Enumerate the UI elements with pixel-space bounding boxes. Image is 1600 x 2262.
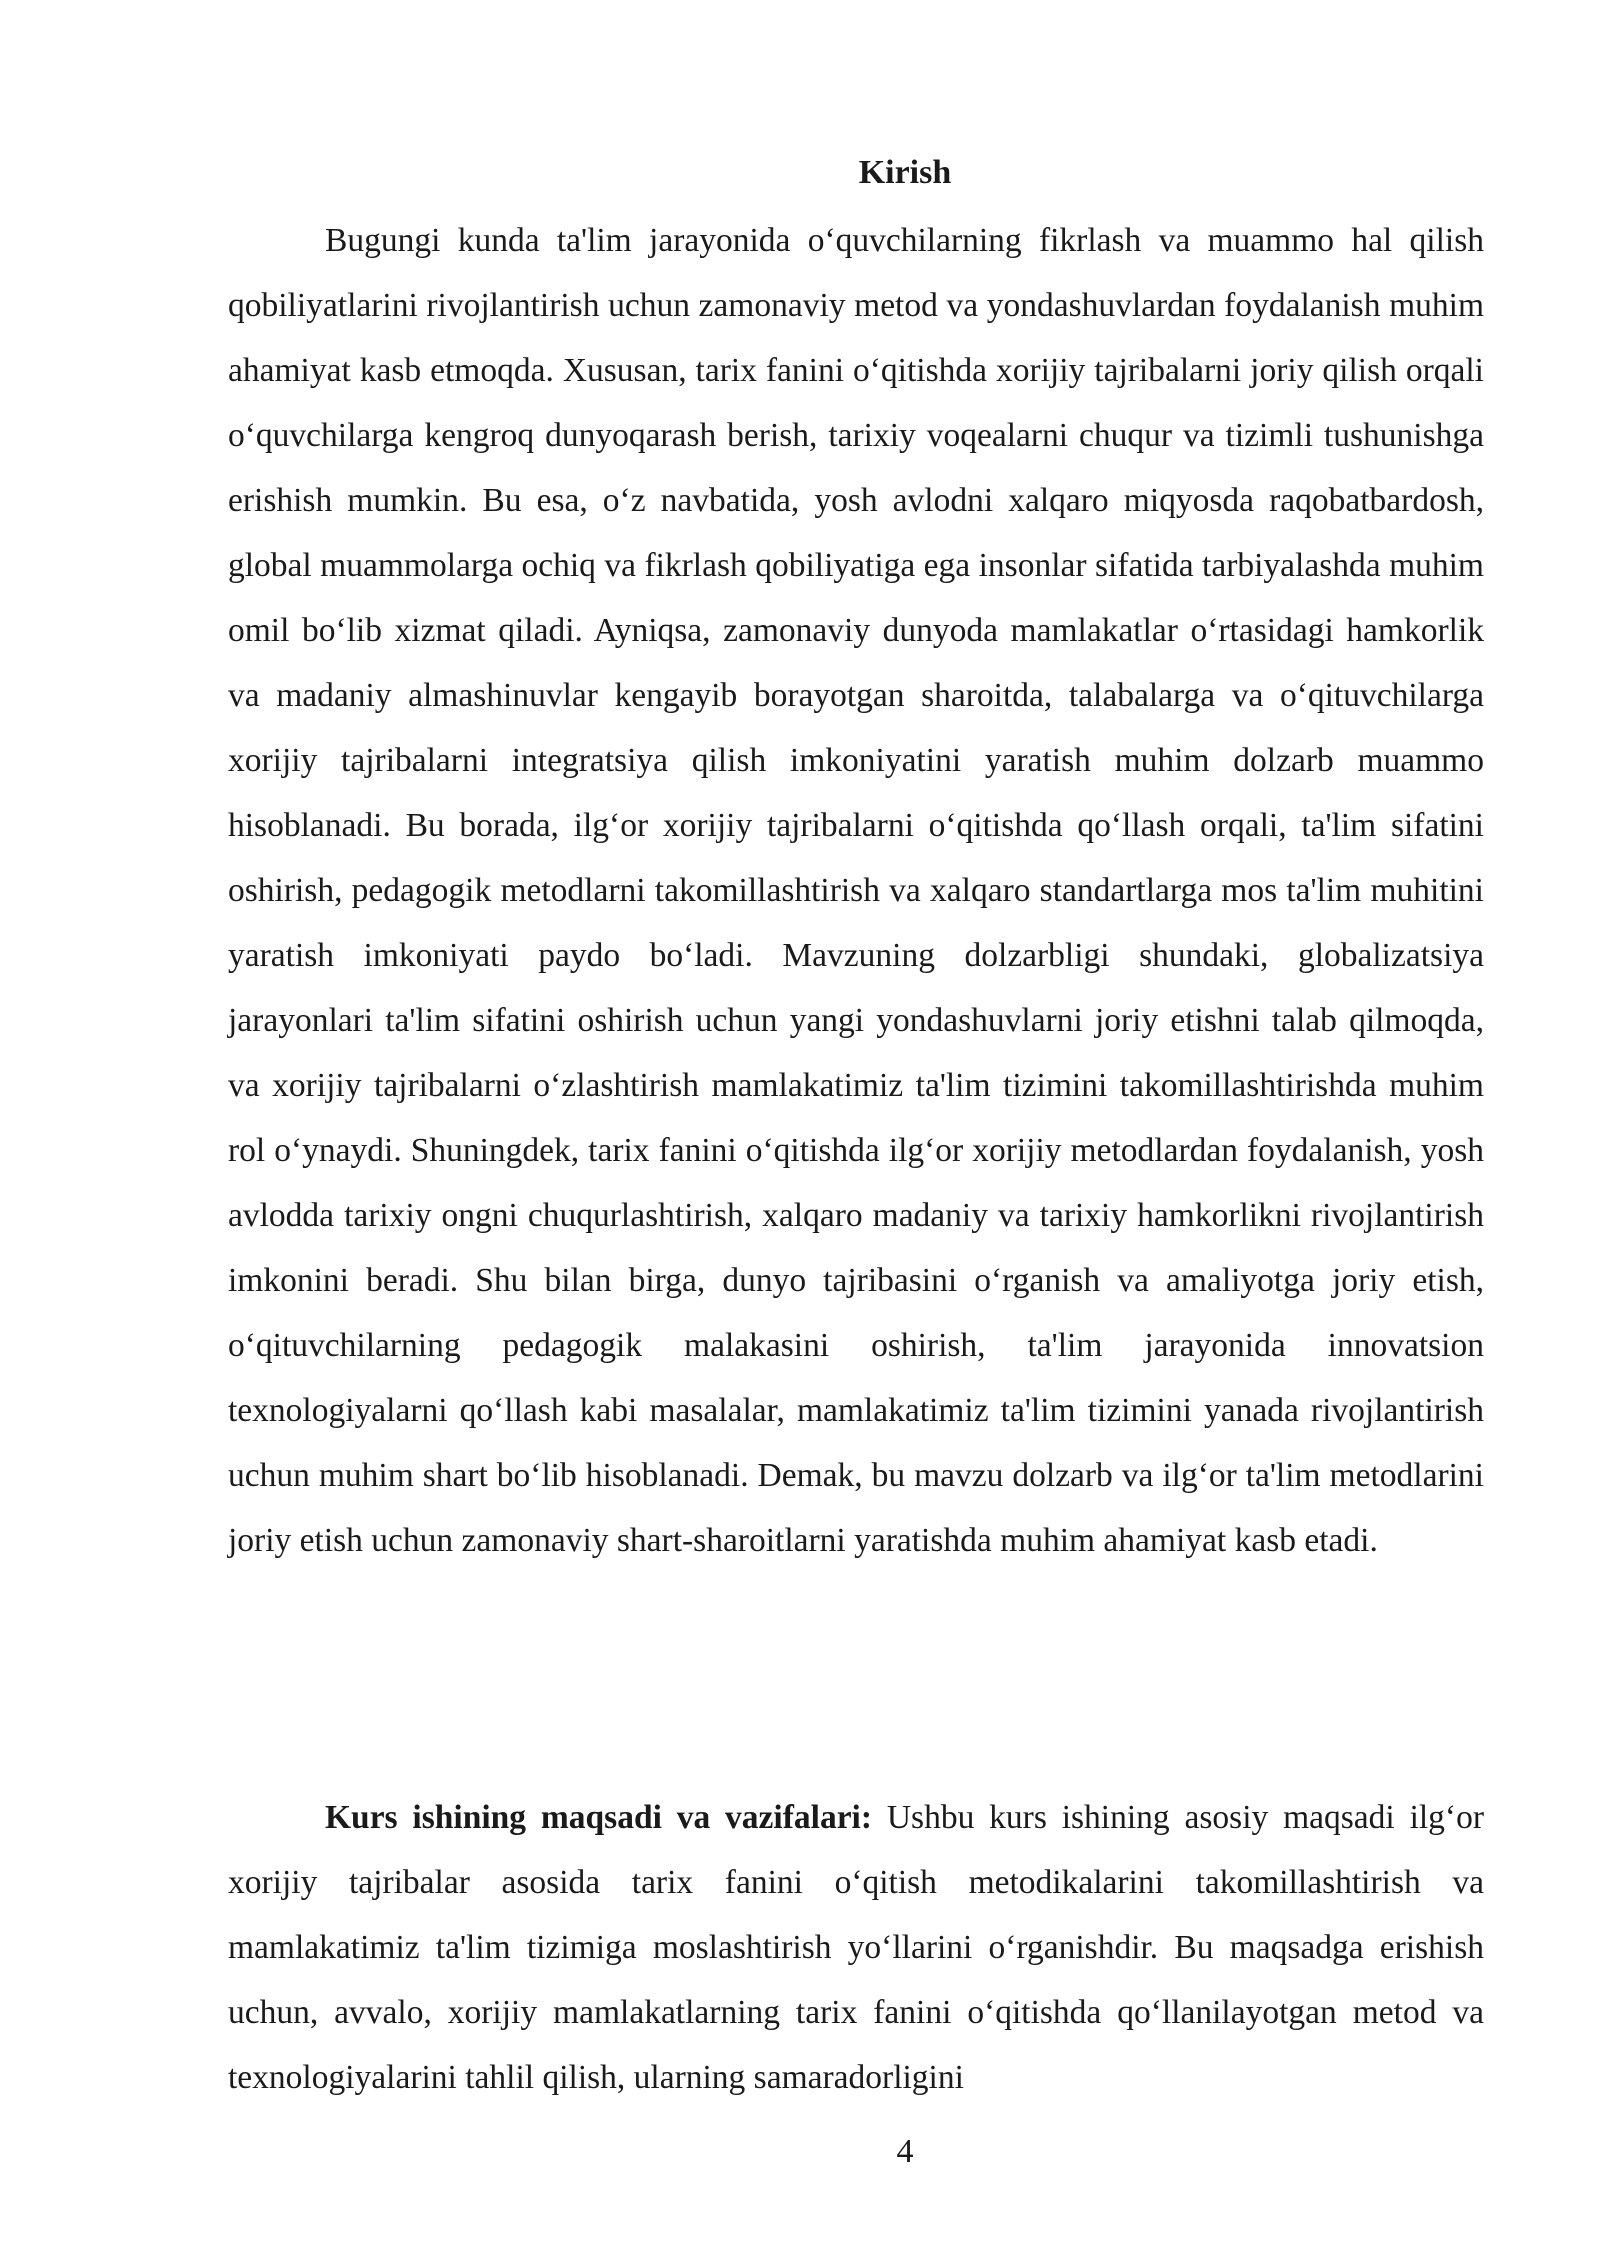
paragraph-goals bbox=[228, 1785, 1484, 2110]
paragraph-text: Bugungi kunda ta'lim jarayonida o‘quvchilarning fikrlash va muammo hal qilish qobiliyatlarini rivojlantirish uchun zamonaviy metod va yondashuvlardan foydalanish muhim ahamiyat kasb etmoqda. Xususan, tarix fanini o‘qitishda xorijiy tajribalarni joriy qilish orqali o‘quvchilarga kengroq dunyoqarash berish, tarixiy voqealarni chuqur va tizimli tushunishga erishish mumkin. Bu esa, o‘z navbatida, yosh avlodni xalqaro miqyosda raqobatbardosh, global muammolarga ochiq va fikrlash qobiliyatiga ega insonlar sifatida tarbiyalashda muhim omil bo‘lib xizmat qiladi. Ayniqsa, zamonaviy dunyoda mamlakatlar o‘rtasidagi hamkorlik va madaniy almashinuvlar kengayib borayotgan sharoitda, talabalarga va o‘qituvchilarga xorijiy tajribalarni integratsiya qilish imkoniyatini yaratish muhim dolzarb muammo hisoblanadi. Bu borada, ilg‘or xorijiy tajribalarni o‘qitishda qo‘llash orqali, ta'lim sifatini oshirish, pedagogik metodlarni takomillashtirish va xalqaro standartlarga mos ta'lim muhitini yaratish imkoniyati paydo bo‘ladi. Mavzuning dolzarbligi shundaki, globalizatsiya jarayonlari ta'lim sifatini oshirish uchun yangi yondashuvlarni joriy etishni talab qilmoqda, va xorijiy tajribalarni o‘zlashtirish mamlakatimiz ta'lim tizimini takomillashtirishda muhim rol o‘ynaydi. Shuningdek, tarix fanini o‘qitishda ilg‘or xorijiy metodlardan foydalanish, yosh avlodda tarixiy ongni chuqurlashtirish, xalqaro madaniy va tarixiy hamkorlikni rivojlantirish imkonini beradi. Shu bilan birga, dunyo tajribasini o‘rganish va amaliyotga joriy etish, o‘qituvchilarning pedagogik malakasini oshirish, ta'lim jarayonida innovatsion texnologiyalarni qo‘llash kabi masalalar, mamlakatimiz ta'lim tizimini yanada rivojlantirish uchun muhim shart bo‘lib hisoblanadi. Demak, bu mavzu dolzarb va ilg‘or ta'lim metodlarini joriy etish uchun zamonaviy shart-sharoitlarni yaratishda muhim ahamiyat kasb etadi. bbox=[228, 222, 1484, 1559]
paragraph-text: Ushbu kurs ishining asosiy maqsadi ilg‘or xorijiy tajribalar asosida tarix fanini o‘qitish metodikalarini takomillashtirish va mamlakatimiz ta'lim tizimiga moslashtirish yo‘llarini o‘rganishdir. Bu maqsadga erishish uchun, avvalo, xorijiy mamlakatlarning tarix fanini o‘qitishda qo‘llanilayotgan metod va texnologiyalarini tahlil qilish, ularning samaradorligini bbox=[228, 1799, 1484, 2096]
section-heading: Kirish bbox=[858, 154, 952, 191]
paragraph-lead: Kurs ishining maqsadi va vazifalari: bbox=[325, 1799, 873, 1836]
paragraph-introduction bbox=[228, 208, 1484, 1573]
page-number: 4 bbox=[896, 2133, 914, 2170]
